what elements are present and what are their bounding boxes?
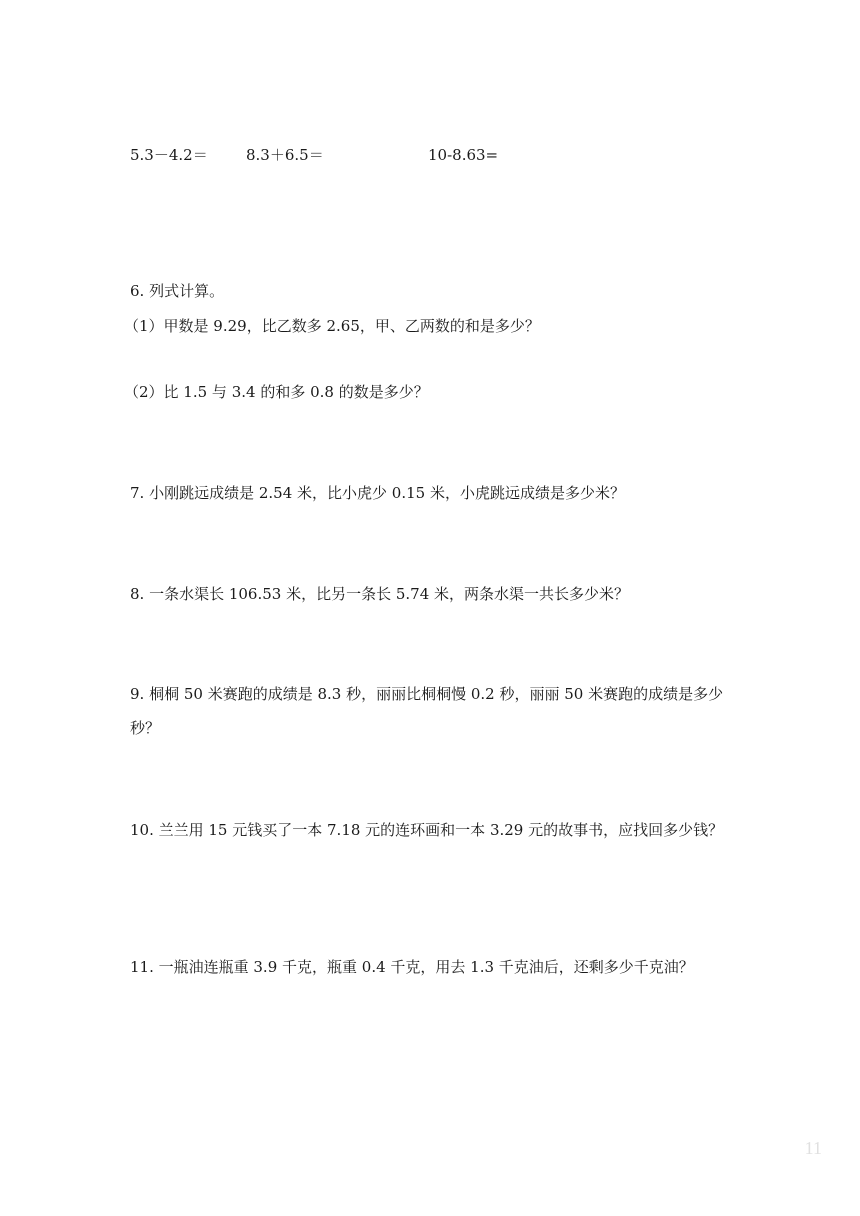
question-11: 11. 一瓶油连瓶重 3.9 千克，瓶重 0.4 千克，用去 1.3 千克油后，还剩多少千克油？ — [130, 958, 694, 976]
question-8: 8. 一条水渠长 106.53 米，比另一条长 5.74 米，两条水渠一共长多少米？ — [130, 585, 630, 603]
question-6-title: 6. 列式计算。 — [130, 282, 225, 300]
question-9: 9. 桐桐 50 米赛跑的成绩是 8.3 秒，丽丽比桐桐慢 0.2 秒，丽丽 50 米赛跑的成绩是多少秒？ — [130, 685, 724, 737]
question-6-sub-2: （2）比 1.5 与 3.4 的和多 0.8 的数是多少？ — [124, 383, 429, 401]
calc-2: 8.3＋6.5＝ — [246, 146, 324, 164]
calc-3: 10-8.63= — [428, 146, 499, 164]
question-7: 7. 小刚跳远成绩是 2.54 米，比小虎少 0.15 米，小虎跳远成绩是多少米？ — [130, 484, 625, 502]
question-6-sub-1: （1）甲数是 9.29，比乙数多 2.65，甲、乙两数的和是多少？ — [124, 317, 540, 335]
page-number: 11 — [804, 1138, 822, 1158]
calc-1: 5.3－4.2＝ — [130, 146, 208, 164]
question-10: 10. 兰兰用 15 元钱买了一本 7.18 元的连环画和一本 3.29 元的故事书，应找回多少钱？ — [130, 821, 724, 839]
